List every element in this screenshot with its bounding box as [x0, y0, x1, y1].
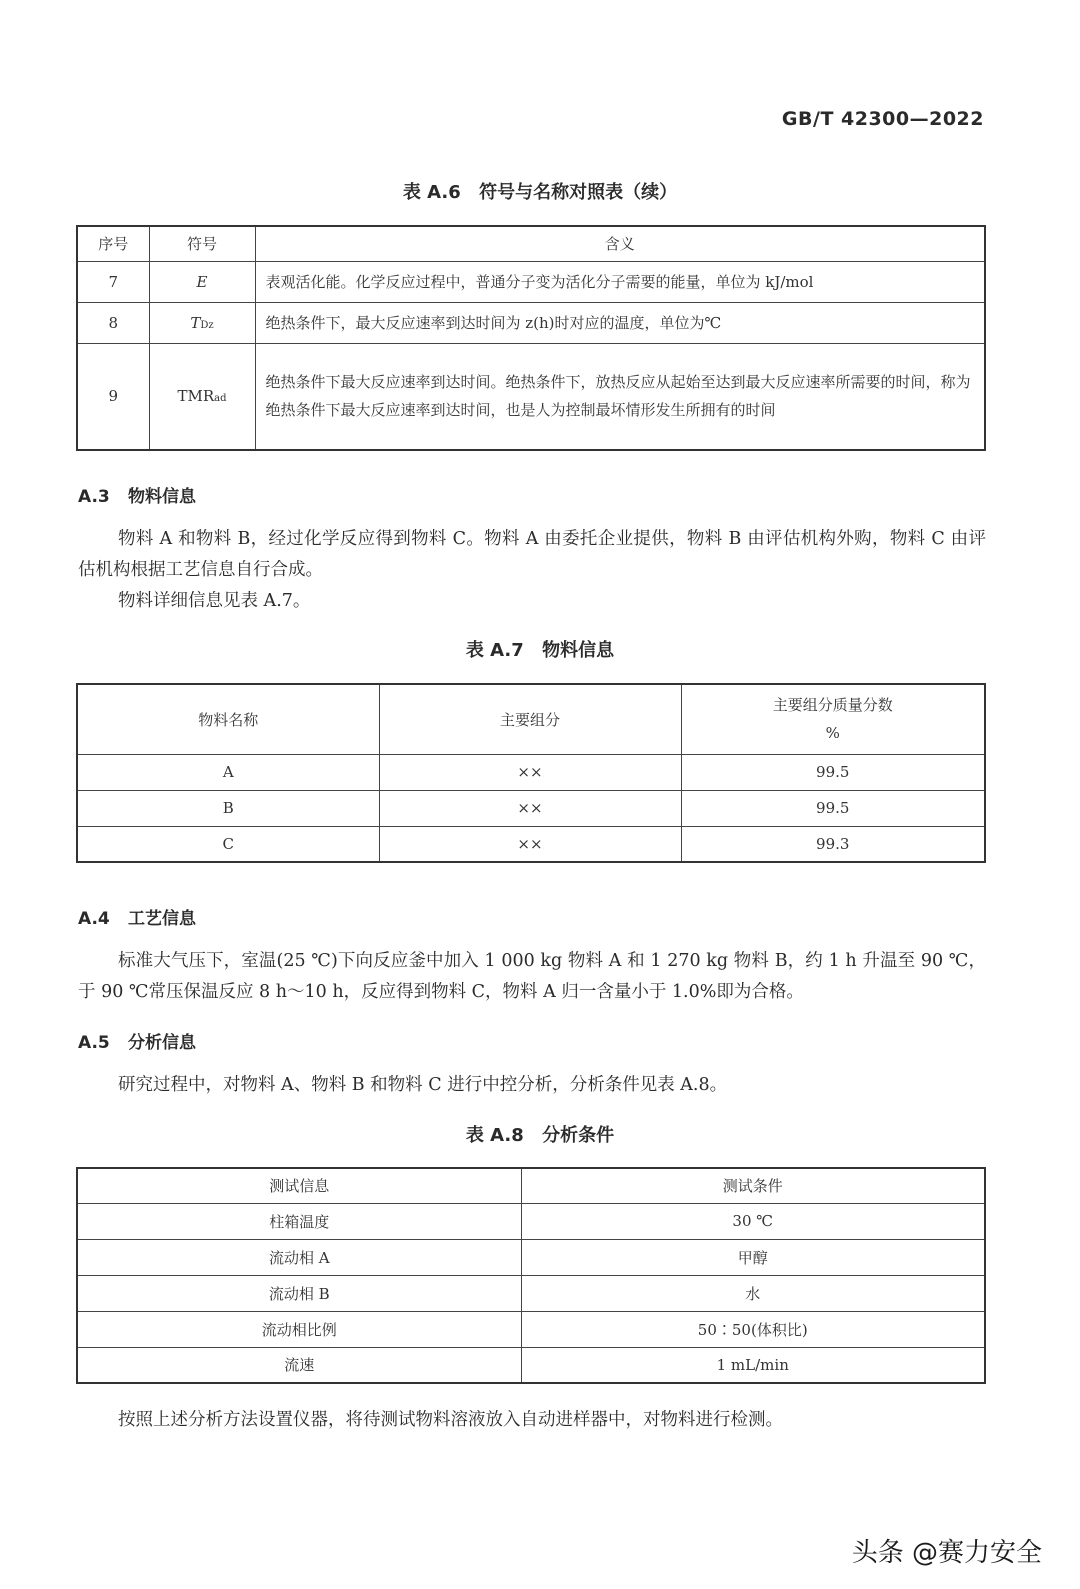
section-number: A.4 — [78, 909, 110, 929]
material-name: A — [77, 754, 379, 790]
table-row — [77, 1239, 985, 1275]
paragraph-a3-1: 物料 A 和物料 B，经过化学反应得到物料 C。物料 A 由委托企业提供，物料 B 由评估机构外购，物料 C 由评估机构根据工艺信息自行合成。 — [78, 529, 986, 580]
paragraph-a4: 标准大气压下，室温(25 ℃)下向反应釜中加入 1 000 kg 物料 A 和 1 270 kg 物料 B，约 1 h 升温至 90 ℃，于 90 ℃常压保温反应 8 h～10 h，反应得到物料 C，物料 A 归一含量小于 1.0%即为合格。 — [78, 951, 986, 1002]
row-number: 9 — [77, 343, 149, 450]
table-a6-caption-title: 符号与名称对照表（续） — [479, 182, 678, 203]
test-condition: 甲醇 — [521, 1239, 985, 1275]
main-component: ×× — [379, 754, 681, 790]
table-a8-caption-title: 分析条件 — [542, 1125, 615, 1146]
row-number: 7 — [77, 261, 149, 302]
material-name: C — [77, 826, 379, 862]
table-header: 符号 — [149, 226, 255, 261]
table-header: 测试条件 — [521, 1168, 985, 1203]
symbol-cell — [149, 261, 255, 302]
section-number: A.5 — [78, 1033, 110, 1053]
section-heading-a3 — [78, 482, 196, 507]
table-row — [77, 826, 985, 862]
standard-code: GB/T 42300—2022 — [781, 108, 984, 130]
table-header: 测试信息 — [77, 1168, 521, 1203]
mass-fraction: 99.5 — [681, 754, 985, 790]
row-number: 8 — [77, 302, 149, 343]
table-header: 序号 — [77, 226, 149, 261]
symbol-text: E — [196, 272, 208, 291]
mass-fraction: 99.5 — [681, 790, 985, 826]
table-a6-caption — [0, 178, 1080, 204]
test-condition: 水 — [521, 1275, 985, 1311]
test-item: 流速 — [77, 1347, 521, 1383]
test-item: 流动相比例 — [77, 1311, 521, 1347]
header-line: 主要组分质量分数 — [772, 696, 893, 715]
test-condition: 50∶50(体积比) — [521, 1311, 985, 1347]
table-a7 — [76, 683, 986, 863]
table-a8-caption — [0, 1121, 1080, 1147]
table-row — [77, 343, 985, 450]
symbol-text: TMR — [177, 387, 215, 406]
table-header: 主要组分 — [379, 684, 681, 754]
meaning-cell: 表观活化能。化学反应过程中，普通分子变为活化分子需要的能量，单位为 kJ/mol — [255, 261, 985, 302]
table-row — [77, 790, 985, 826]
table-row — [77, 261, 985, 302]
paragraph-a3-2: 物料详细信息见表 A.7。 — [118, 591, 311, 611]
table-row — [77, 302, 985, 343]
material-name: B — [77, 790, 379, 826]
table-row — [77, 1275, 985, 1311]
closing-paragraph: 按照上述分析方法设置仪器，将待测试物料溶液放入自动进样器中，对物料进行检测。 — [118, 1410, 783, 1430]
section-title: 分析信息 — [128, 1033, 196, 1053]
table-a7-caption — [0, 636, 1080, 662]
table-a6-caption-num: 表 A.6 — [402, 182, 461, 203]
section-title: 工艺信息 — [128, 909, 196, 929]
paragraph-a5: 研究过程中，对物料 A、物料 B 和物料 C 进行中控分析，分析条件见表 A.8。 — [118, 1075, 728, 1095]
section-heading-a4 — [78, 904, 196, 929]
table-row — [77, 1311, 985, 1347]
test-item: 流动相 B — [77, 1275, 521, 1311]
test-item: 柱箱温度 — [77, 1203, 521, 1239]
table-row — [77, 1347, 985, 1383]
section-heading-a5 — [78, 1028, 196, 1053]
section-number: A.3 — [78, 487, 110, 507]
meaning-cell: 绝热条件下最大反应速率到达时间。绝热条件下，放热反应从起始至达到最大反应速率所需要的时间，称为绝热条件下最大反应速率到达时间，也是人为控制最坏情形发生所拥有的时间 — [255, 343, 985, 450]
symbol-subscript: ad — [214, 393, 227, 405]
meaning-cell: 绝热条件下，最大反应速率到达时间为 z(h)时对应的温度，单位为℃ — [255, 302, 985, 343]
symbol-text: T — [190, 313, 201, 332]
table-a6 — [76, 225, 986, 451]
section-title: 物料信息 — [128, 487, 196, 507]
test-condition: 30 ℃ — [521, 1203, 985, 1239]
symbol-subscript: Dz — [200, 319, 214, 331]
main-component: ×× — [379, 790, 681, 826]
watermark: 头条 @赛力安全 — [851, 1538, 1042, 1568]
test-item: 流动相 A — [77, 1239, 521, 1275]
table-row — [77, 1203, 985, 1239]
table-header — [681, 684, 985, 754]
table-a7-caption-title: 物料信息 — [542, 640, 615, 661]
table-a8 — [76, 1167, 986, 1384]
test-condition: 1 mL/min — [521, 1347, 985, 1383]
header-unit: % — [825, 724, 840, 743]
table-header: 物料名称 — [77, 684, 379, 754]
mass-fraction: 99.3 — [681, 826, 985, 862]
symbol-cell — [149, 302, 255, 343]
table-a7-caption-num: 表 A.7 — [465, 640, 524, 661]
table-a8-caption-num: 表 A.8 — [465, 1125, 524, 1146]
table-header: 含义 — [255, 226, 985, 261]
symbol-cell — [149, 343, 255, 450]
table-row — [77, 754, 985, 790]
main-component: ×× — [379, 826, 681, 862]
